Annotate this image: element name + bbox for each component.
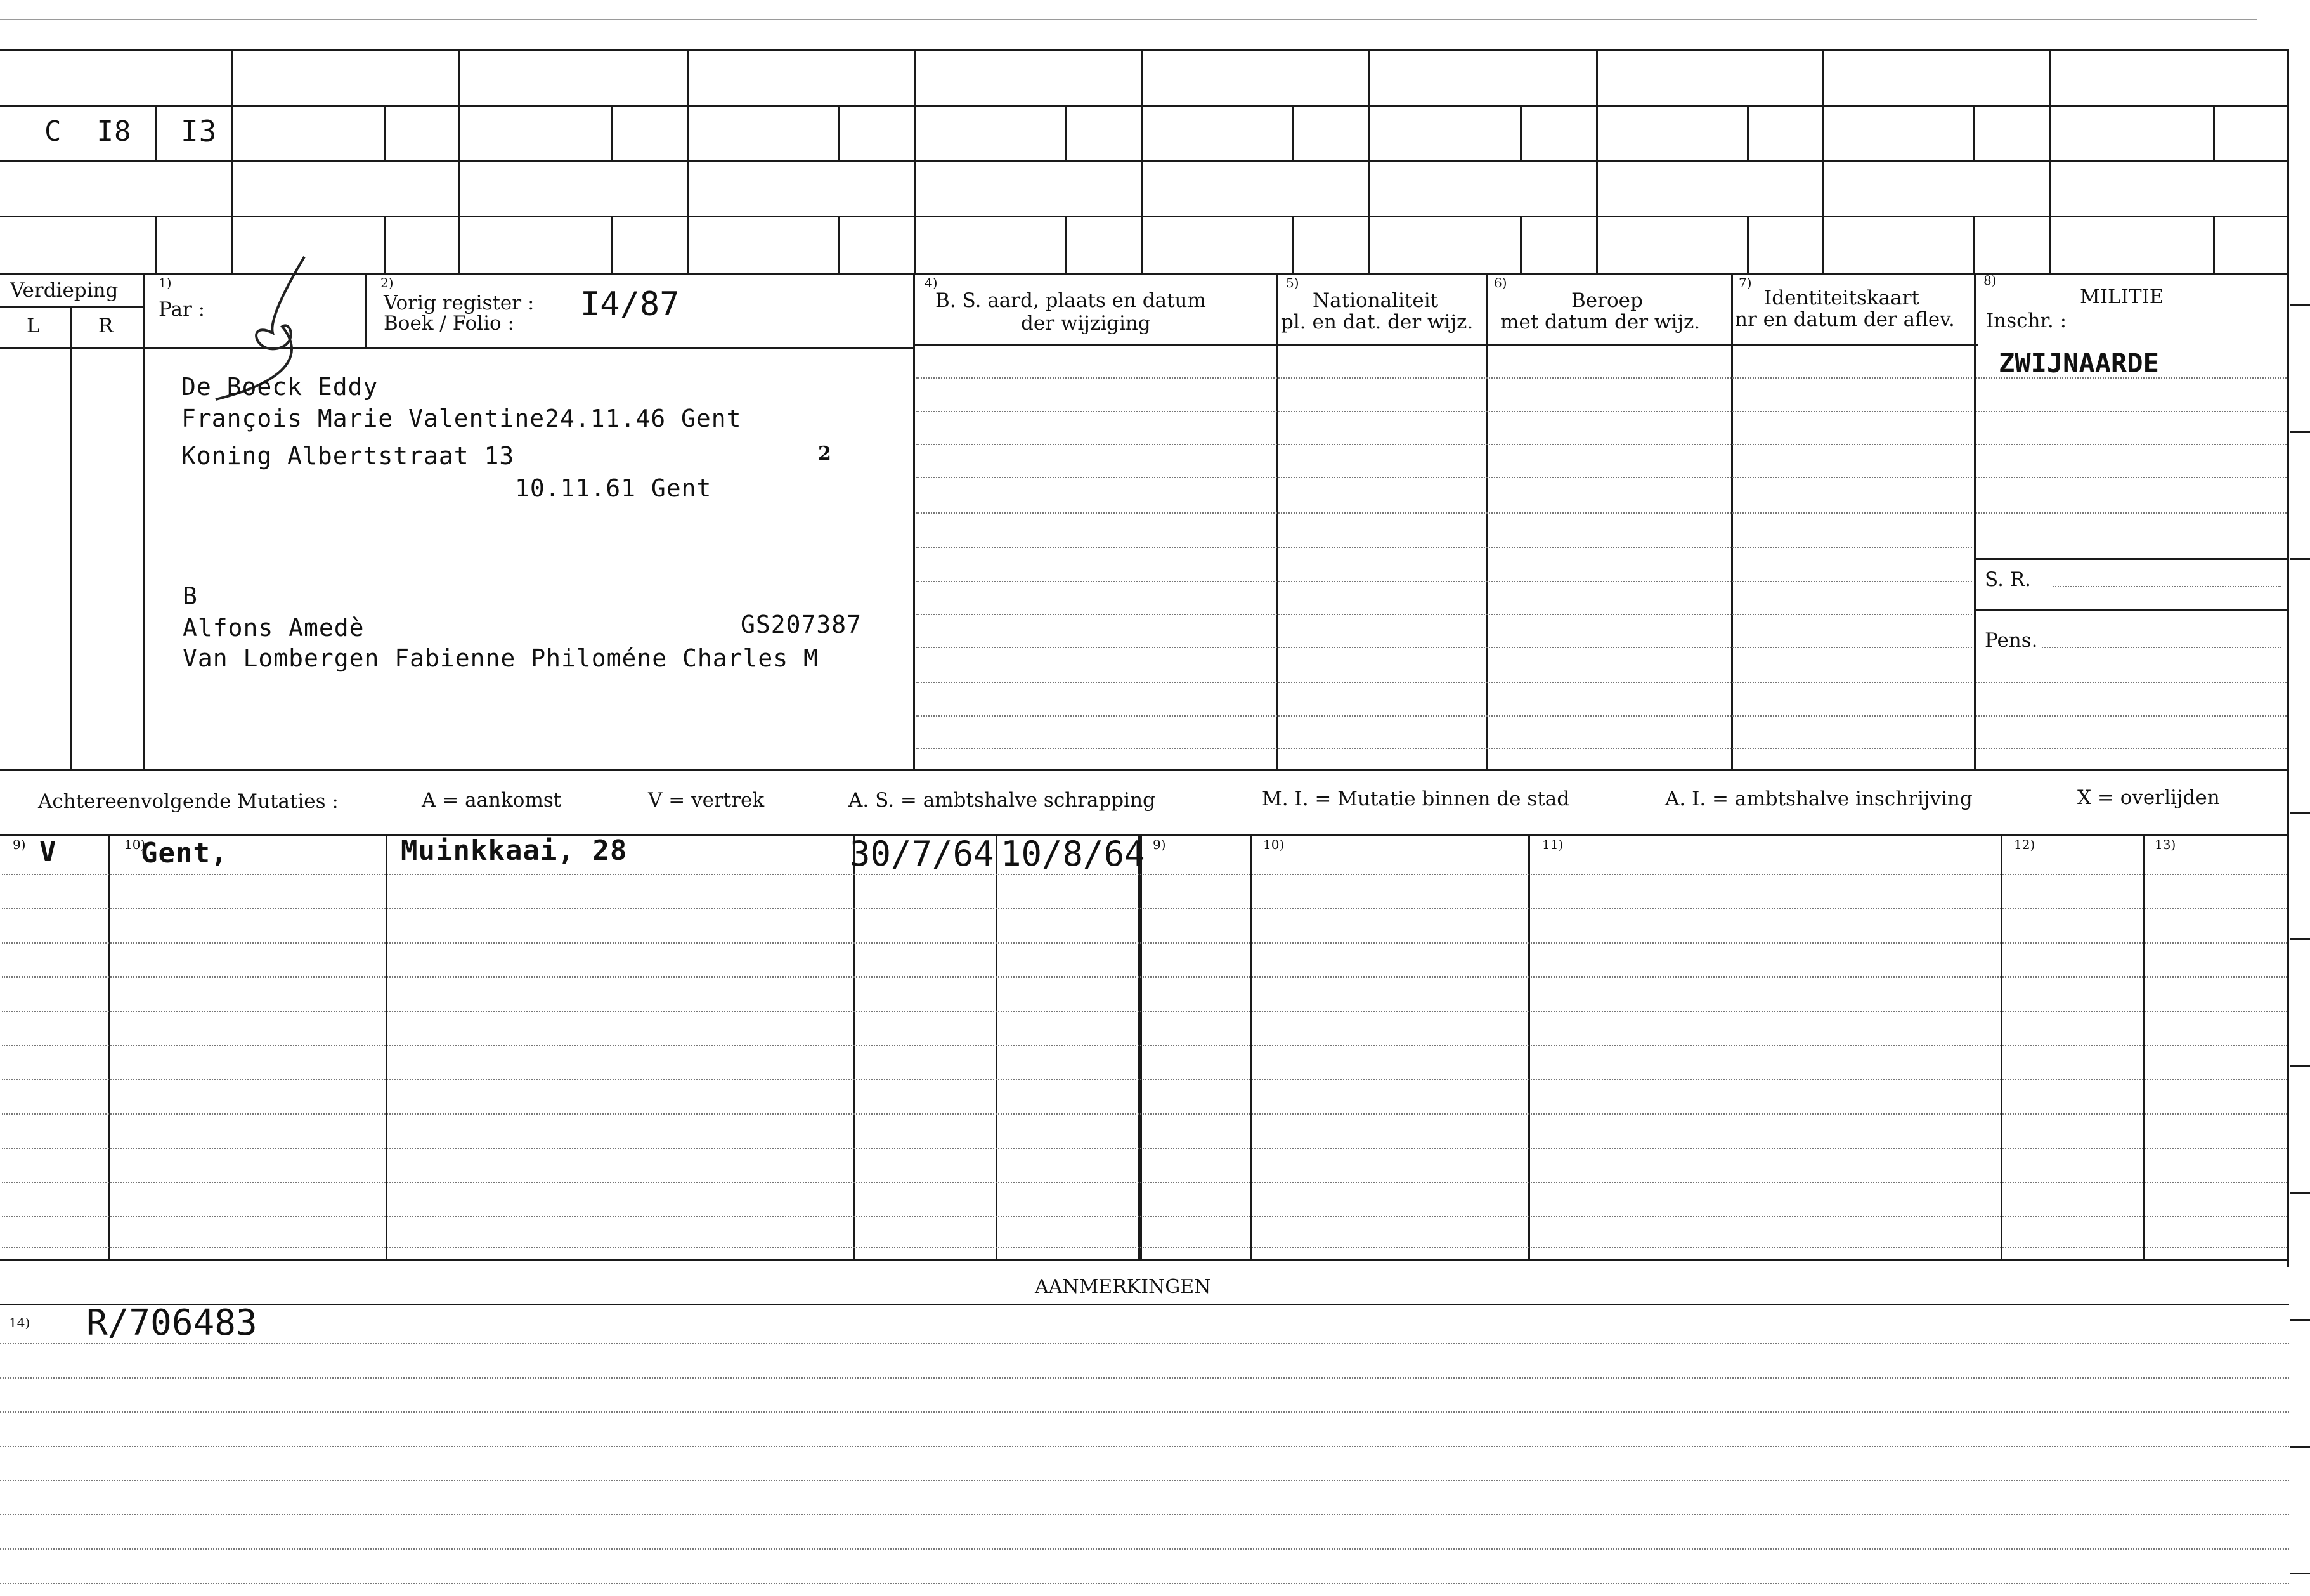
aanmerkingen-value: R/706483 (86, 1302, 257, 1344)
mutaties-title: Achtereenvolgende Mutaties : (38, 790, 339, 813)
person-num: 2 (818, 443, 831, 465)
militie-header: MILITIE (2080, 285, 2164, 308)
col-10b-num: 10) (1263, 837, 1285, 852)
person-b: B (183, 582, 198, 610)
id-num: 7) (1739, 275, 1752, 290)
vorig-register-value: I4/87 (580, 285, 680, 323)
bs-header-2: der wijziging (1021, 312, 1151, 335)
person-date: 10.11.61 Gent (515, 474, 712, 502)
bs-header-1: B. S. aard, plaats en datum (935, 289, 1206, 312)
boek-folio-label: Boek / Folio : (384, 312, 514, 335)
beroep-header-2: met datum der wijz. (1500, 311, 1701, 334)
col-9b-num: 9) (1153, 837, 1166, 852)
person-address: Koning Albertstraat 13 (181, 442, 515, 470)
legend-a: A = aankomst (422, 789, 562, 812)
mil-num: 8) (1983, 273, 1997, 288)
r-label: R (98, 315, 114, 337)
par-label: Par : (159, 298, 205, 321)
beroep-num: 6) (1494, 275, 1507, 290)
col-11-num: 11) (1542, 837, 1564, 852)
mut-place: Gent, (141, 837, 228, 869)
mut-date1: 30/7/64 (850, 834, 994, 874)
nat-header-2: pl. en dat. der wijz. (1281, 311, 1474, 334)
legend-v: V = vertrek (648, 789, 765, 812)
aanmerkingen-num: 14) (9, 1315, 30, 1330)
person-name: De Boeck Eddy (181, 373, 379, 401)
aanmerkingen-title: AANMERKINGEN (1035, 1276, 1211, 1298)
mut-street: Muinkkaai, 28 (401, 834, 628, 867)
legend-x: X = overlijden (2077, 786, 2220, 809)
code-1: C I8 (44, 115, 132, 148)
vorig-register-label: Vorig register : (384, 292, 535, 315)
col-12-num: 12) (2014, 837, 2035, 852)
mut-date2: 10/8/64 (1001, 834, 1145, 874)
nat-num: 5) (1286, 275, 1299, 290)
legend-as: A. S. = ambtshalve schrapping (848, 789, 1155, 812)
person-father: Alfons Amedè (183, 614, 365, 642)
legend-ai: A. I. = ambtshalve inschrijving (1665, 788, 1973, 810)
col-13-num: 13) (2155, 837, 2176, 852)
verdieping-label: Verdieping (10, 279, 119, 302)
person-mother: Van Lombergen Fabienne Philoméne Charles M (183, 644, 819, 672)
person-code: GS207387 (741, 611, 862, 639)
legend-mi: M. I. = Mutatie binnen de stad (1262, 788, 1570, 810)
pens-label: Pens. (1985, 629, 2038, 652)
col-10-num: 10) (124, 837, 146, 852)
col-9-num: 9) (13, 837, 26, 852)
par-num: 1) (159, 275, 172, 290)
nat-header-1: Nationaliteit (1313, 289, 1439, 312)
id-header-2: nr en datum der aflev. (1735, 308, 1955, 331)
code-2: I3 (181, 114, 217, 148)
vorig-num: 2) (380, 275, 394, 290)
person-given: François Marie Valentine24.11.46 Gent (181, 405, 742, 432)
id-header-1: Identiteitskaart (1764, 287, 1919, 309)
mut-type: V (39, 836, 57, 868)
sr-label: S. R. (1985, 568, 2032, 591)
bs-num: 4) (925, 275, 938, 290)
l-label: L (27, 315, 40, 337)
beroep-header-1: Beroep (1571, 289, 1643, 312)
inschr-value: ZWIJNAARDE (1999, 347, 2159, 379)
inschr-label: Inschr. : (1986, 309, 2067, 332)
